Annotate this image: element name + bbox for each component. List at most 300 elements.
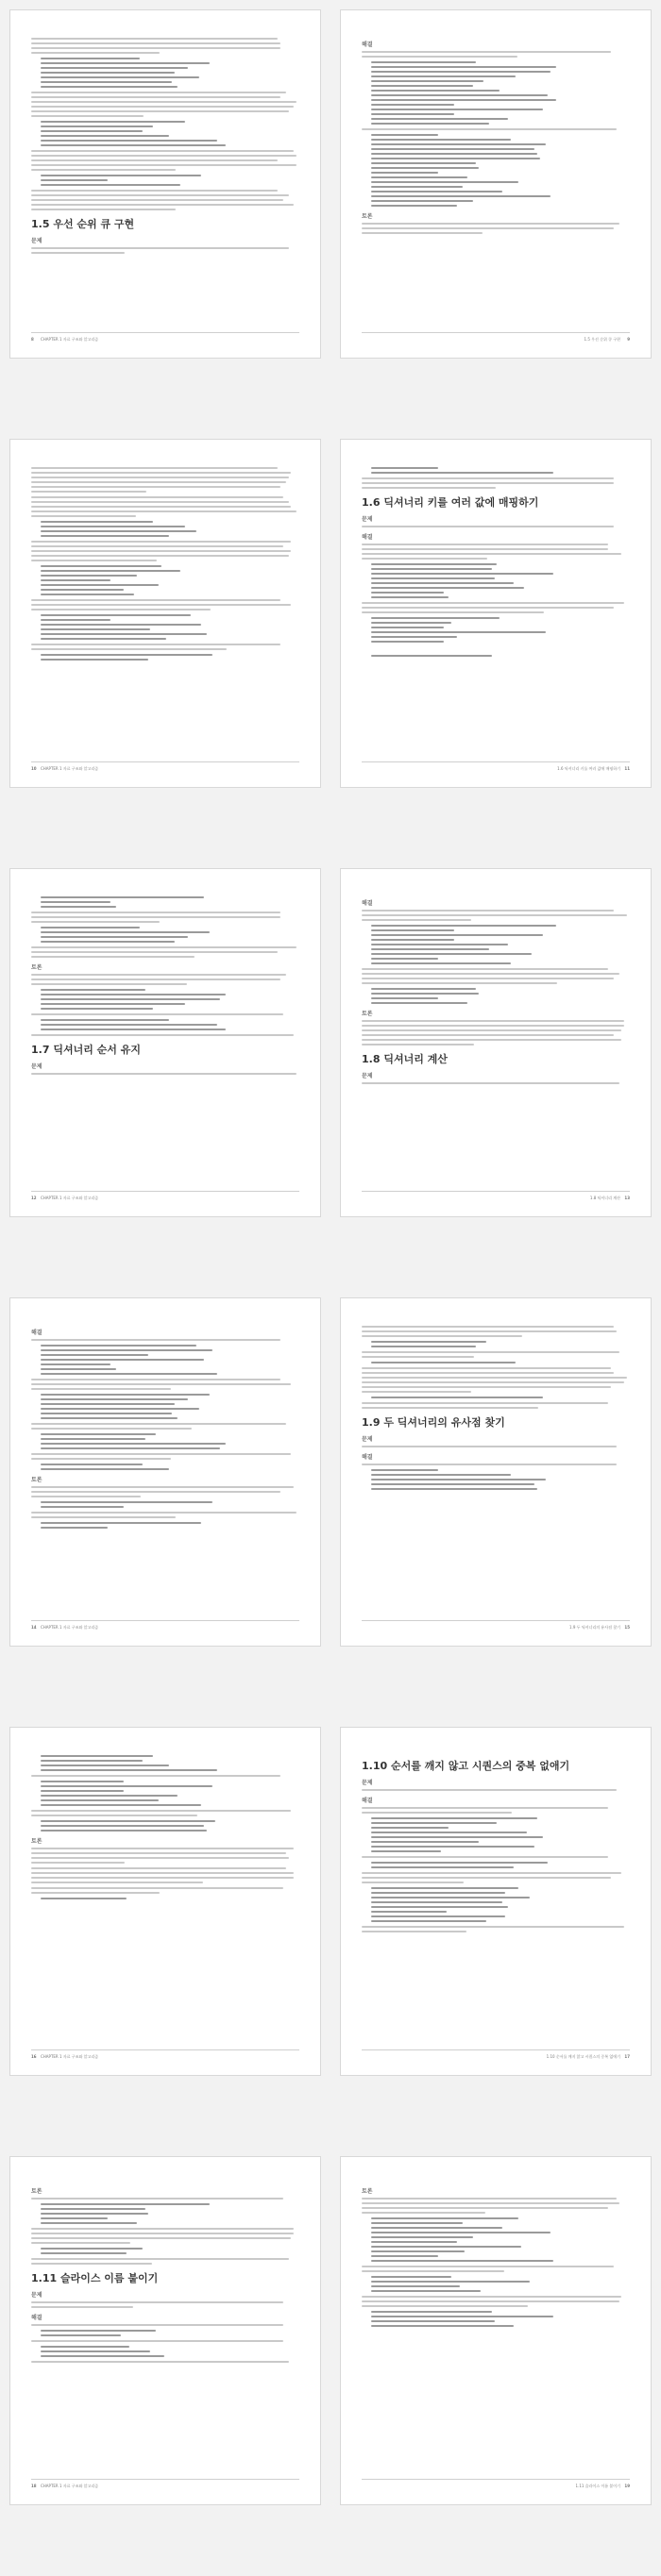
code-block [31,1820,299,1832]
code-line [41,2213,148,2215]
subsection-heading: 토론 [362,213,373,220]
text-line [362,2198,617,2200]
code-line [41,2355,164,2357]
text-paragraph [31,2301,299,2308]
code-line [41,1394,210,1396]
text-line [31,2263,152,2265]
code-block [362,1362,630,1363]
subsection-heading: 문제 [362,516,373,523]
text-paragraph [31,1810,299,1816]
code-line [41,144,226,146]
text-line [31,2242,130,2244]
page-content [31,35,299,326]
text-line [31,1388,171,1390]
text-paragraph [362,1464,630,1465]
code-block [31,1781,299,1806]
page-footer [362,2479,630,2491]
text-line [362,2305,528,2307]
code-line [371,2285,460,2287]
text-paragraph [362,1402,630,1409]
text-line [362,128,617,130]
text-paragraph [31,541,299,561]
page-footer [31,2049,299,2062]
text-paragraph [31,599,299,611]
text-paragraph [362,1367,630,1393]
page-footer [31,761,299,774]
text-line [362,1402,608,1404]
text-line [362,973,619,975]
code-line [41,906,116,908]
left-page [9,2156,321,2505]
code-line [41,659,148,661]
text-line [362,1812,512,1814]
text-paragraph [362,1082,630,1084]
text-line [362,1391,471,1393]
code-line [41,638,166,640]
code-line [371,1488,537,1490]
text-line [31,101,297,103]
code-line [41,589,124,591]
code-line [41,125,153,127]
text-line [31,1852,286,1854]
code-line [371,2316,553,2317]
text-paragraph [362,1326,630,1337]
text-line [31,550,291,552]
code-line [371,1832,527,1833]
code-line [41,140,217,142]
code-line [41,1506,124,1508]
text-paragraph [31,2324,299,2326]
code-line [371,2276,451,2278]
text-line [31,974,286,976]
code-line [371,1866,514,1868]
code-line [371,988,476,990]
code-block [31,1345,299,1375]
code-line [371,1362,516,1363]
text-line [362,477,614,479]
code-line [371,1841,479,1843]
code-line [371,118,508,120]
text-paragraph [31,1339,299,1341]
running-footer-label: CHAPTER 1 자료 구조와 알고리즘 [41,337,99,342]
code-line [41,1501,212,1503]
running-footer-label: CHAPTER 1 자료 구조와 알고리즘 [41,766,99,771]
code-line [371,1915,505,1917]
code-line [371,2246,521,2248]
text-line [362,2202,619,2204]
text-line [31,38,278,40]
code-line [41,121,185,123]
code-line [41,1820,215,1822]
text-line [362,2296,621,2298]
text-paragraph [362,1807,630,1814]
code-line [371,467,438,469]
code-line [41,1029,226,1030]
text-line [362,1351,619,1353]
text-paragraph [31,1887,299,1894]
code-line [41,1790,124,1792]
code-line [41,1781,124,1782]
text-line [31,477,289,478]
text-line [31,92,286,93]
text-line [31,1848,294,1849]
code-line [371,1822,497,1824]
text-line [31,1073,297,1075]
code-block [362,2311,630,2327]
code-block [362,925,630,964]
code-line [41,1373,217,1375]
code-line [371,934,543,936]
code-line [41,941,175,943]
code-line [371,641,444,643]
text-line [362,1386,611,1388]
code-line [371,1850,441,1852]
code-line [41,1804,201,1806]
code-line [371,563,497,565]
code-line [371,113,454,115]
text-line [31,1013,283,1015]
text-line [362,1044,474,1045]
text-line [31,42,280,44]
code-line [371,2325,514,2327]
page-content [31,894,299,1184]
code-block [31,1464,299,1470]
text-line [31,247,289,249]
text-line [362,602,624,604]
text-line [31,1516,176,1518]
text-line [31,541,291,543]
code-block [31,2203,299,2224]
code-line [371,1474,511,1476]
text-line [31,496,283,498]
text-line [31,491,146,493]
code-line [41,1785,212,1787]
text-line [31,2237,291,2239]
text-line [31,209,176,210]
text-line [362,1377,627,1379]
code-line [41,1398,188,1400]
text-paragraph [31,2198,299,2200]
text-paragraph [362,1789,630,1791]
text-line [31,2301,283,2303]
text-paragraph [362,1446,630,1447]
code-line [371,61,476,63]
text-line [31,956,195,958]
code-line [371,1827,449,1829]
page-footer [362,1620,630,1632]
code-line [41,565,161,567]
text-paragraph [31,92,299,117]
text-paragraph [362,968,630,984]
text-paragraph [31,247,299,254]
section-heading: 1.10 순서를 깨지 않고 시퀀스의 중복 없애기 [362,1760,570,1772]
text-paragraph [362,128,630,130]
code-block [31,1898,299,1899]
code-line [371,80,483,82]
text-line [31,1491,280,1493]
text-line [362,968,608,970]
text-line [31,604,291,606]
text-paragraph [31,2228,299,2244]
code-line [371,109,543,110]
text-line [362,2266,614,2267]
code-line [41,1443,226,1445]
page-content [362,894,630,1184]
page-content [31,2182,299,2472]
text-line [362,910,614,912]
page-footer [31,2479,299,2491]
code-line [41,989,145,991]
code-line [371,167,479,169]
code-block [31,989,299,1010]
running-footer-label: 1.11 슬라이스 이름 붙이기 [575,2484,620,2488]
text-line [31,2233,294,2234]
left-page [9,1297,321,1647]
left-page [9,1727,321,2076]
code-block [31,1522,299,1529]
text-line [31,1887,283,1889]
text-line [362,1034,614,1036]
code-line [41,81,172,83]
code-line [41,1417,178,1419]
text-paragraph [31,912,299,923]
text-line [362,1082,619,1084]
code-line [41,2217,108,2219]
text-line [31,159,278,161]
text-paragraph [362,544,630,560]
section-heading: 1.11 슬라이스 이름 붙이기 [31,2272,159,2284]
code-block [362,1341,630,1347]
code-line [41,2346,129,2348]
text-line [362,1856,608,1858]
text-paragraph [362,2198,630,2214]
code-line [41,1019,169,1021]
code-line [41,1024,217,1026]
code-block [31,521,299,537]
text-line [31,115,144,117]
right-page [340,1297,652,1647]
page-content [362,1323,630,1614]
text-paragraph [362,2266,630,2272]
code-line [371,1341,486,1343]
text-line [362,1882,464,1883]
code-line [41,594,134,595]
text-paragraph [362,477,630,489]
text-line [362,1807,608,1809]
text-line [31,1453,291,1455]
text-line [31,2306,133,2308]
code-line [371,925,556,927]
code-line [371,655,492,657]
code-line [41,1408,199,1410]
code-line [371,2232,551,2233]
subsection-heading: 문제 [31,238,42,244]
code-line [41,76,199,78]
code-line [371,939,454,941]
text-line [31,190,278,192]
code-line [41,1799,159,1801]
text-paragraph [31,2258,299,2265]
text-line [31,510,297,512]
text-line [31,951,278,953]
code-line [371,2281,530,2283]
page-number: 16 [31,2054,37,2059]
text-paragraph [362,526,630,527]
code-line [41,2222,137,2224]
text-paragraph [31,1512,299,1518]
code-line [371,75,516,77]
code-line [41,575,137,577]
text-line [31,1383,291,1385]
text-line [31,1496,141,1497]
text-line [31,467,278,469]
code-line [41,584,159,586]
code-line [41,1765,169,1766]
code-line [41,1447,220,1449]
page-content [362,464,630,755]
text-line [362,1872,621,1874]
section-heading: 1.5 우선 순위 큐 구현 [31,218,135,230]
text-line [31,2258,289,2260]
code-line [41,1403,175,1405]
text-line [31,2324,283,2326]
code-line [371,929,454,931]
text-line [31,110,289,112]
code-line [41,1003,185,1005]
text-line [362,227,614,229]
code-block [362,1862,630,1868]
code-line [41,579,110,581]
page-number: 14 [31,1625,37,1630]
text-line [31,1862,125,1864]
code-line [371,944,508,945]
code-line [371,123,489,125]
code-line [371,162,476,164]
code-line [371,582,514,584]
code-line [371,104,454,106]
code-line [371,1892,505,1894]
code-line [41,2208,145,2210]
text-line [31,252,125,254]
code-line [371,94,548,96]
code-block [362,134,630,207]
text-line [31,1512,297,1514]
code-line [371,627,444,628]
code-line [41,619,110,621]
text-paragraph [31,190,299,210]
code-line [371,1862,548,1864]
right-page [340,439,652,788]
text-line [362,544,608,545]
code-line [371,186,463,188]
text-line [362,2270,504,2272]
code-block [362,563,630,598]
code-block [362,2276,630,2292]
code-line [41,936,188,938]
text-line [31,1810,291,1812]
code-line [371,617,500,619]
code-line [371,2217,518,2219]
code-line [41,1359,204,1361]
text-line [362,548,608,550]
code-line [41,633,207,635]
text-line [31,150,294,152]
text-line [31,983,187,985]
text-line [31,609,211,611]
code-line [371,948,489,950]
text-line [31,1775,280,1777]
page-content [362,1752,630,2043]
text-line [362,2300,619,2302]
code-line [371,200,473,202]
code-line [371,172,438,174]
section-heading: 1.9 두 딕셔너리의 유사점 찾기 [362,1416,505,1429]
code-line [41,1349,212,1351]
section-heading: 1.7 딕셔너리 순서 유지 [31,1044,141,1056]
text-line [362,1039,621,1041]
text-line [362,1025,624,1027]
code-line [41,130,143,132]
code-block [31,1501,299,1508]
text-line [362,1926,624,1928]
right-page [340,1727,652,2076]
code-block [31,58,299,88]
code-line [371,1897,530,1899]
code-block [31,175,299,186]
text-paragraph [31,644,299,650]
text-line [31,481,286,483]
text-line [31,912,280,913]
code-line [41,1464,143,1465]
text-line [362,1020,624,1022]
code-line [371,953,532,955]
code-line [41,1825,204,1827]
code-line [371,577,495,579]
code-line [371,2311,492,2313]
text-line [31,1857,289,1859]
page-footer [31,1191,299,1203]
code-line [371,997,438,999]
subsection-heading: 문제 [362,1780,373,1786]
text-line [31,2228,294,2230]
text-line [362,2212,485,2214]
text-paragraph [362,2296,630,2307]
code-line [371,85,473,87]
text-paragraph [31,974,299,985]
code-line [371,1479,546,1480]
text-line [362,978,614,979]
code-line [371,2250,465,2252]
text-line [31,1815,197,1816]
subsection-heading: 해결 [362,900,373,907]
text-line [31,560,157,561]
code-block [31,121,299,146]
left-page [9,439,321,788]
text-line [31,1458,171,1460]
code-line [371,134,438,136]
text-line [362,487,496,489]
text-line [362,1029,621,1031]
running-footer-label: CHAPTER 1 자료 구조와 알고리즘 [41,2054,99,2059]
page-spread [0,0,661,368]
page-number: 9 [627,337,630,342]
text-line [31,1339,280,1341]
page-footer [31,1620,299,1632]
code-block [31,1019,299,1030]
text-paragraph [31,1423,299,1430]
code-line [371,1836,543,1838]
code-line [371,153,537,155]
